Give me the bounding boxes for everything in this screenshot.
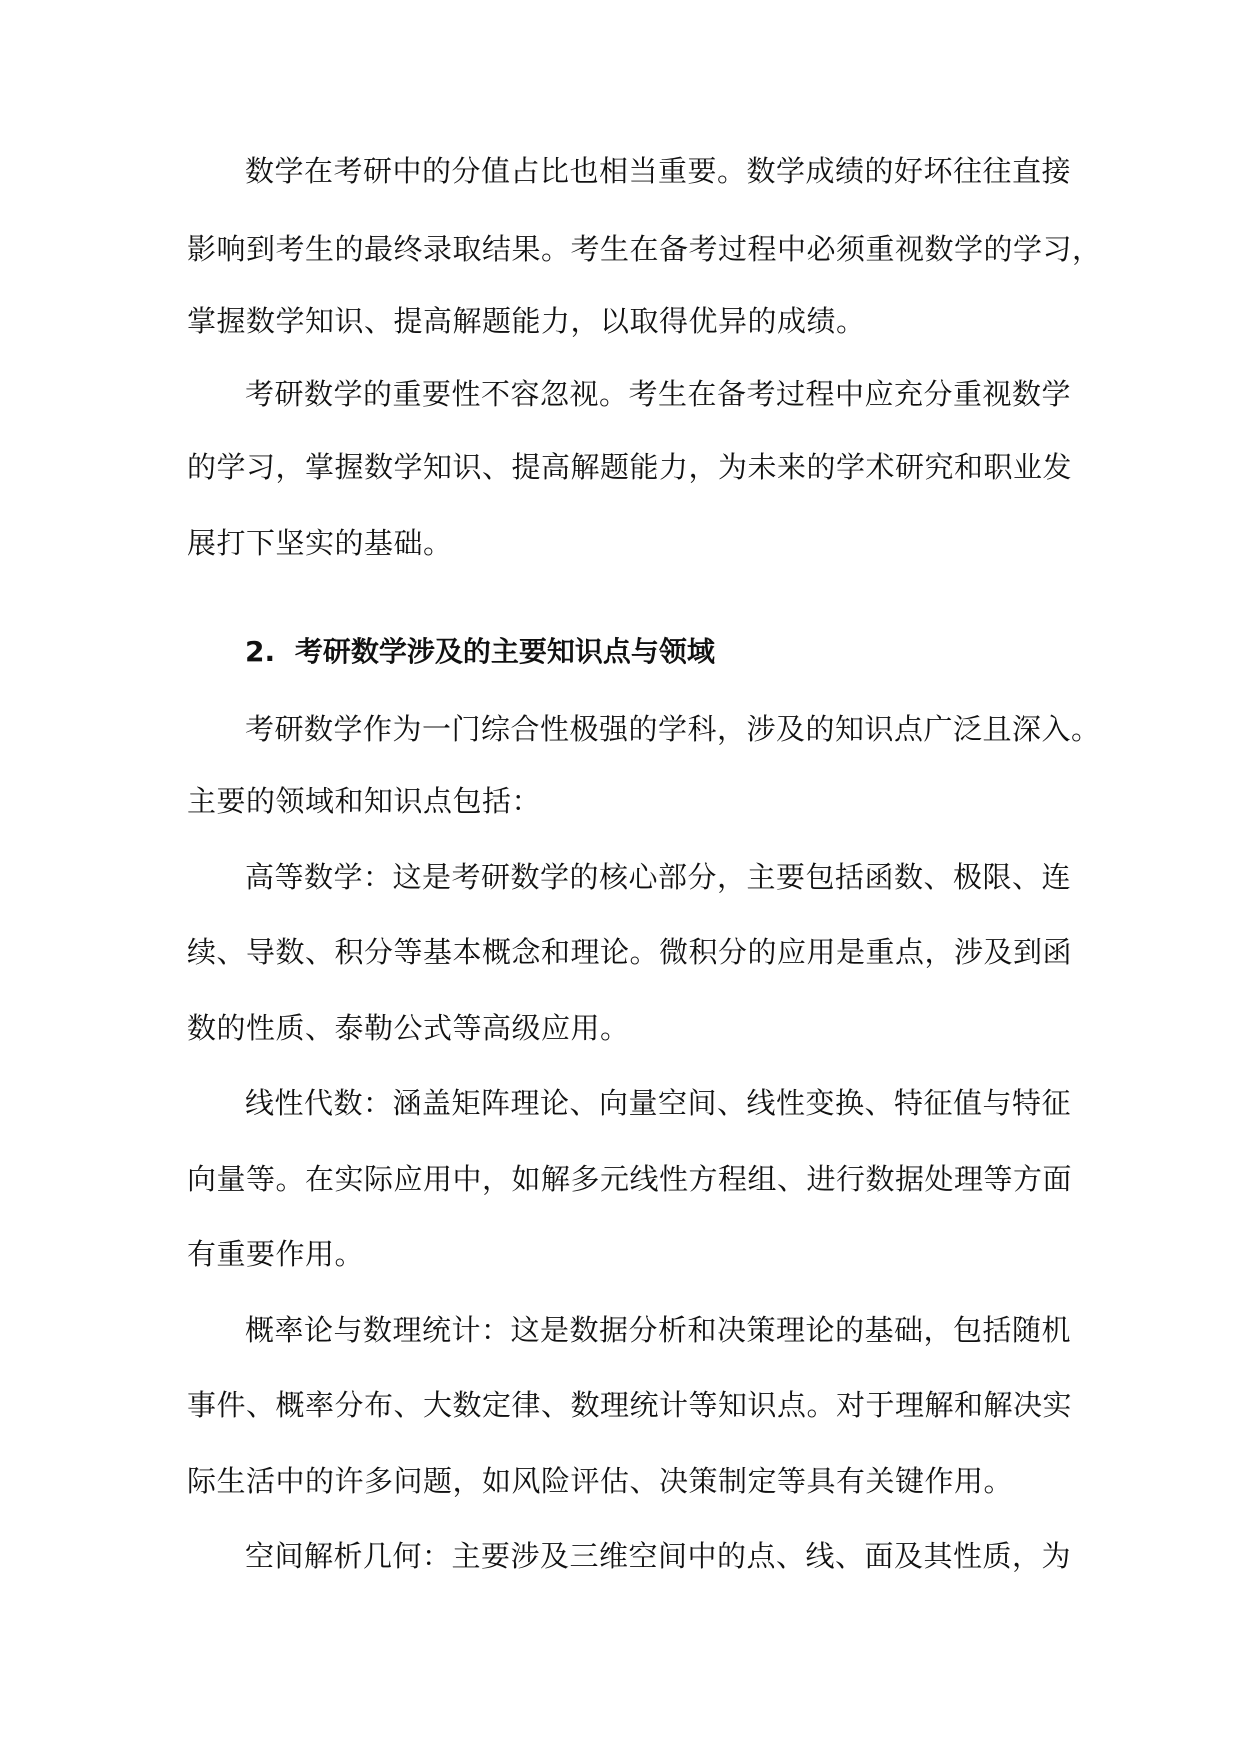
section-title: 考研数学涉及的主要知识点与领域 [294,635,715,668]
section-heading [245,632,715,672]
section-paragraph-2-line-2: 续、导数、积分等基本概念和理论。微积分的应用是重点，涉及到函 [187,935,1073,969]
section-paragraph-4-line-1: 概率论与数理统计：这是数据分析和决策理论的基础，包括随机 [245,1313,1072,1347]
section-paragraph-4-line-3: 际生活中的许多问题，如风险评估、决策制定等具有关键作用。 [187,1464,1014,1498]
paragraph-2-line-3: 展打下坚实的基础。 [187,526,453,560]
section-paragraph-3-line-1: 线性代数：涵盖矩阵理论、向量空间、线性变换、特征值与特征 [245,1086,1072,1120]
section-paragraph-5-line-1: 空间解析几何：主要涉及三维空间中的点、线、面及其性质，为 [245,1539,1072,1573]
paragraph-2-line-1: 考研数学的重要性不容忽视。考生在备考过程中应充分重视数学 [245,377,1072,411]
section-paragraph-1-line-2: 主要的领域和知识点包括： [187,784,542,818]
section-paragraph-1-line-1: 考研数学作为一门综合性极强的学科，涉及的知识点广泛且深入。 [245,712,1101,746]
section-paragraph-3-line-3: 有重要作用。 [187,1237,365,1271]
section-paragraph-3-line-2: 向量等。在实际应用中，如解多元线性方程组、进行数据处理等方面 [187,1162,1073,1196]
section-number: 2. [245,635,276,668]
paragraph-1-line-2: 影响到考生的最终录取结果。考生在备考过程中必须重视数学的学习， [187,232,1102,266]
section-paragraph-2-line-3: 数的性质、泰勒公式等高级应用。 [187,1011,630,1045]
paragraph-1-line-3: 掌握数学知识、提高解题能力，以取得优异的成绩。 [187,304,866,338]
section-paragraph-4-line-2: 事件、概率分布、大数定律、数理统计等知识点。对于理解和解决实 [187,1388,1073,1422]
section-paragraph-2-line-1: 高等数学：这是考研数学的核心部分，主要包括函数、极限、连 [245,860,1072,894]
paragraph-2-line-2: 的学习，掌握数学知识、提高解题能力，为未来的学术研究和职业发 [187,450,1073,484]
paragraph-1-line-1: 数学在考研中的分值占比也相当重要。数学成绩的好坏往往直接 [245,154,1072,188]
